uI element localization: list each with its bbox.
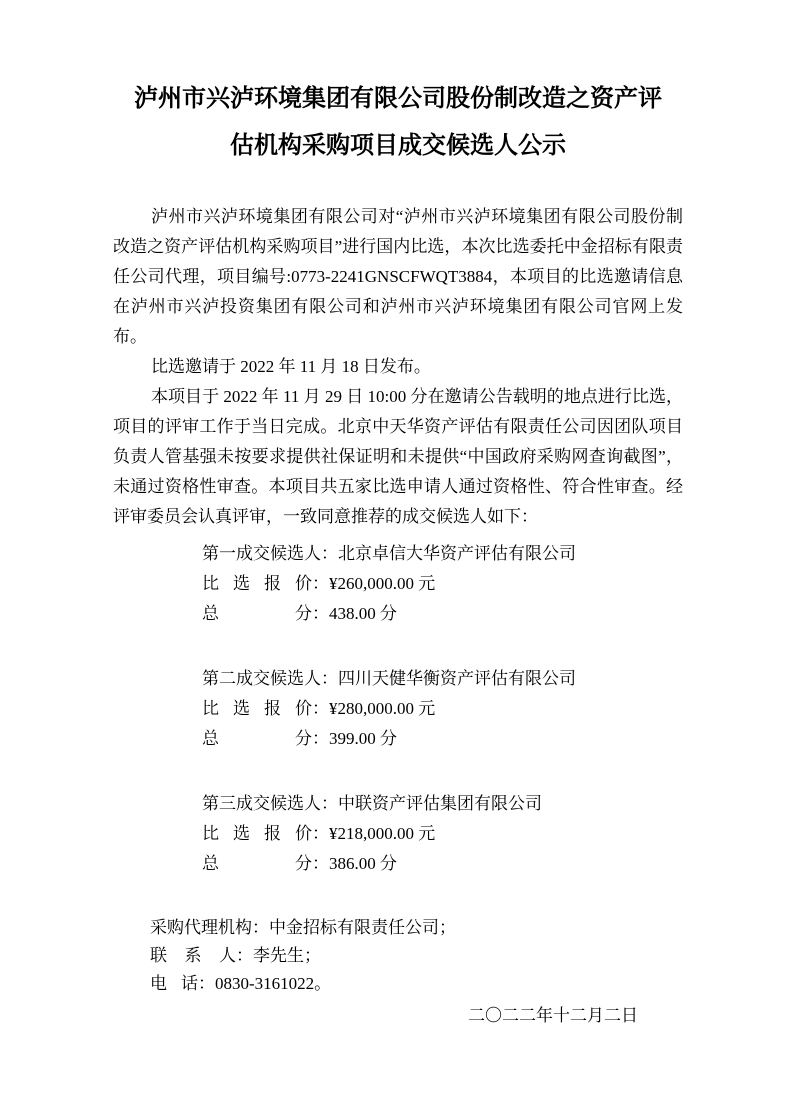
colon: ：	[252, 918, 269, 937]
colon: ：	[321, 794, 338, 813]
score-label: 总分	[202, 604, 312, 623]
contact-name: 李先生；	[253, 946, 321, 965]
colon: ：	[198, 974, 215, 993]
candidate-2-score-line	[202, 724, 683, 754]
candidate-2-price-value: ¥280,000.00 元	[329, 699, 436, 718]
contact-label: 联系人	[150, 946, 236, 965]
agency-contact-section	[150, 914, 683, 998]
candidate-1-score-value: 438.00 分	[329, 604, 397, 623]
candidate-3-score-line	[202, 849, 683, 879]
colon: ：	[312, 699, 329, 718]
paragraph-invitation-date: 比选邀请于 2022 年 11 月 18 日发布。	[151, 357, 431, 376]
title-line-1: 泸州市兴泸环境集团有限公司股份制改造之资产评	[134, 86, 662, 112]
candidate-2-price-line	[202, 694, 683, 724]
candidate-1-price-value: ¥260,000.00 元	[329, 574, 436, 593]
candidate-3-rank-line	[202, 789, 683, 819]
price-label: 比选报价	[202, 824, 312, 843]
agency-line	[150, 914, 683, 942]
candidate-2-rank-label: 第二成交候选人	[202, 669, 321, 688]
candidate-1-name: 北京卓信大华资产评估有限公司	[338, 544, 576, 563]
colon: ：	[312, 604, 329, 623]
colon: ：	[312, 729, 329, 748]
candidates-section	[202, 539, 683, 879]
candidate-block-3	[202, 789, 683, 879]
phone-number: 0830-3161022。	[215, 974, 332, 993]
candidate-block-1	[202, 539, 683, 629]
title-line-2: 估机构采购项目成交候选人公示	[230, 133, 566, 159]
paragraph-evaluation-result: 本项目于 2022 年 11 月 29 日 10:00 分在邀请公告载明的地点进行比选，项目的评审工作于当日完成。北京中天华资产评估有限责任公司因团队项目负责人管基强未按要求提供社保证明和未提供“中国政府采购网查询截图”，未通过资格性审查。本项目共五家比选申请人通过资格性、符合性审查。经评审委员会认真评审，一致同意推荐的成交候选人如下：	[113, 387, 683, 526]
contact-line	[150, 942, 683, 970]
score-label: 总分	[202, 854, 312, 873]
candidate-2-score-value: 399.00 分	[329, 729, 397, 748]
candidate-3-rank-label: 第三成交候选人	[202, 794, 321, 813]
candidate-1-rank-line	[202, 539, 683, 569]
colon: ：	[312, 824, 329, 843]
candidate-2-rank-line	[202, 664, 683, 694]
candidate-3-name: 中联资产评估集团有限公司	[338, 794, 542, 813]
phone-label: 电话	[150, 974, 198, 993]
agency-name: 中金招标有限责任公司；	[269, 918, 456, 937]
price-label: 比选报价	[202, 574, 312, 593]
candidate-2-name: 四川天健华衡资产评估有限公司	[338, 669, 576, 688]
colon: ：	[321, 669, 338, 688]
candidate-3-score-value: 386.00 分	[329, 854, 397, 873]
candidate-block-2	[202, 664, 683, 754]
colon: ：	[236, 946, 253, 965]
candidate-1-rank-label: 第一成交候选人	[202, 544, 321, 563]
agency-label: 采购代理机构	[150, 918, 252, 937]
document-title	[113, 76, 683, 170]
candidate-1-price-line	[202, 569, 683, 599]
colon: ：	[321, 544, 338, 563]
phone-line	[150, 970, 683, 998]
colon: ：	[312, 574, 329, 593]
colon: ：	[312, 854, 329, 873]
candidate-3-price-value: ¥218,000.00 元	[329, 824, 436, 843]
document-date: 二〇二二年十二月二日	[468, 1006, 638, 1025]
candidate-1-score-line	[202, 599, 683, 629]
score-label: 总分	[202, 729, 312, 748]
candidate-3-price-line	[202, 819, 683, 849]
price-label: 比选报价	[202, 699, 312, 718]
paragraph-project-intro: 泸州市兴泸环境集团有限公司对“泸州市兴泸环境集团有限公司股份制改造之资产评估机构采购项目”进行国内比选，本次比选委托中金招标有限责任公司代理，项目编号:0773-2241GNSCFWQT3884，本项目的比选邀请信息在泸州市兴泸投资集团有限公司和泸州市兴泸环境集团有限公司官网上发布。	[113, 207, 683, 346]
